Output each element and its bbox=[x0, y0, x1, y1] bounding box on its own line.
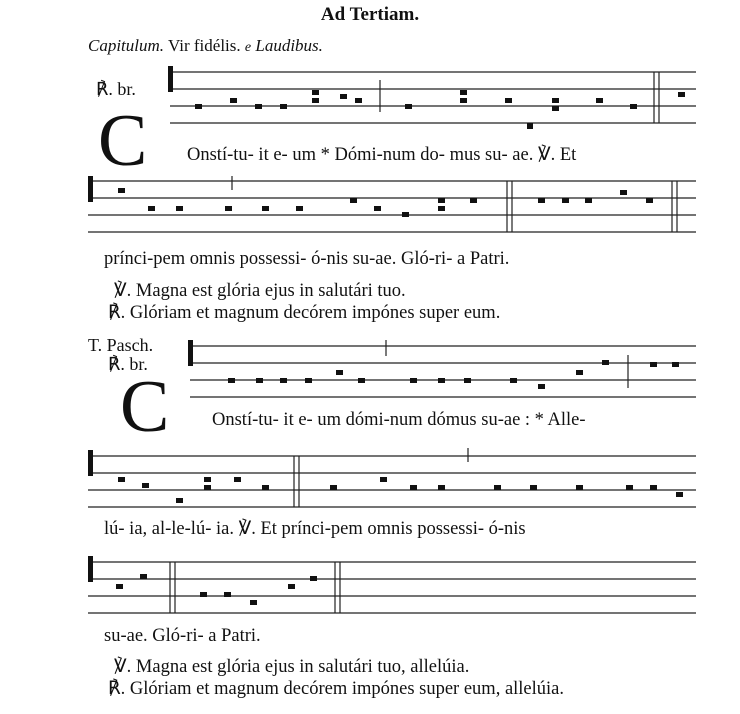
page-title: Ad Tertiam. bbox=[320, 4, 420, 25]
paschal-label: T. Pasch. bbox=[88, 335, 154, 355]
responsory-2-lyrics-line-3: su-ae. Gló-ri- a Patri. bbox=[104, 626, 261, 646]
staff-3 bbox=[188, 340, 696, 397]
responsory-2-lyrics-line-2: lú- ia, al-le-lú- ia. ℣. Et prínci-pem omnis possessi- ó-nis bbox=[104, 519, 526, 539]
capitulum-text: Vir fidélis. bbox=[168, 36, 241, 55]
responsory-1-initial: C bbox=[98, 100, 148, 182]
staff-2 bbox=[88, 176, 696, 232]
response-2: ℟. Glóriam et magnum decórem impónes super eum, allelúia. bbox=[108, 679, 565, 699]
responsory-1-lyrics-line-2: prínci-pem omnis possessi- ó-nis su-ae. Gló-ri- a Patri. bbox=[104, 249, 510, 269]
response-1: ℟. Glóriam et magnum decórem impónes super eum. bbox=[108, 303, 501, 323]
responsory-2-lyrics-line-1: Onstí-tu- it e- um dómi-num dómus su-ae : * Alle- bbox=[212, 410, 586, 430]
staff-4 bbox=[88, 448, 696, 507]
staff-5 bbox=[88, 556, 696, 613]
responsory-2-initial: C bbox=[120, 366, 170, 448]
responsory-1-lyrics-line-1: Onstí-tu- it e- um * Dómi-num do- mus su- ae. ℣. Et bbox=[187, 145, 577, 165]
responsory-2-label: ℟. br. bbox=[108, 354, 148, 374]
verse-1: ℣. Magna est glória ejus in salutári tuo. bbox=[114, 281, 406, 301]
responsory-1-label: ℟. br. bbox=[96, 79, 136, 99]
capitulum-source: Laudibus. bbox=[255, 36, 323, 55]
capitulum-e: e bbox=[244, 40, 252, 55]
staff-1 bbox=[168, 66, 696, 129]
capitulum-label: Capitulum. bbox=[88, 36, 165, 55]
verse-2: ℣. Magna est glória ejus in salutári tuo, allelúia. bbox=[114, 657, 470, 677]
